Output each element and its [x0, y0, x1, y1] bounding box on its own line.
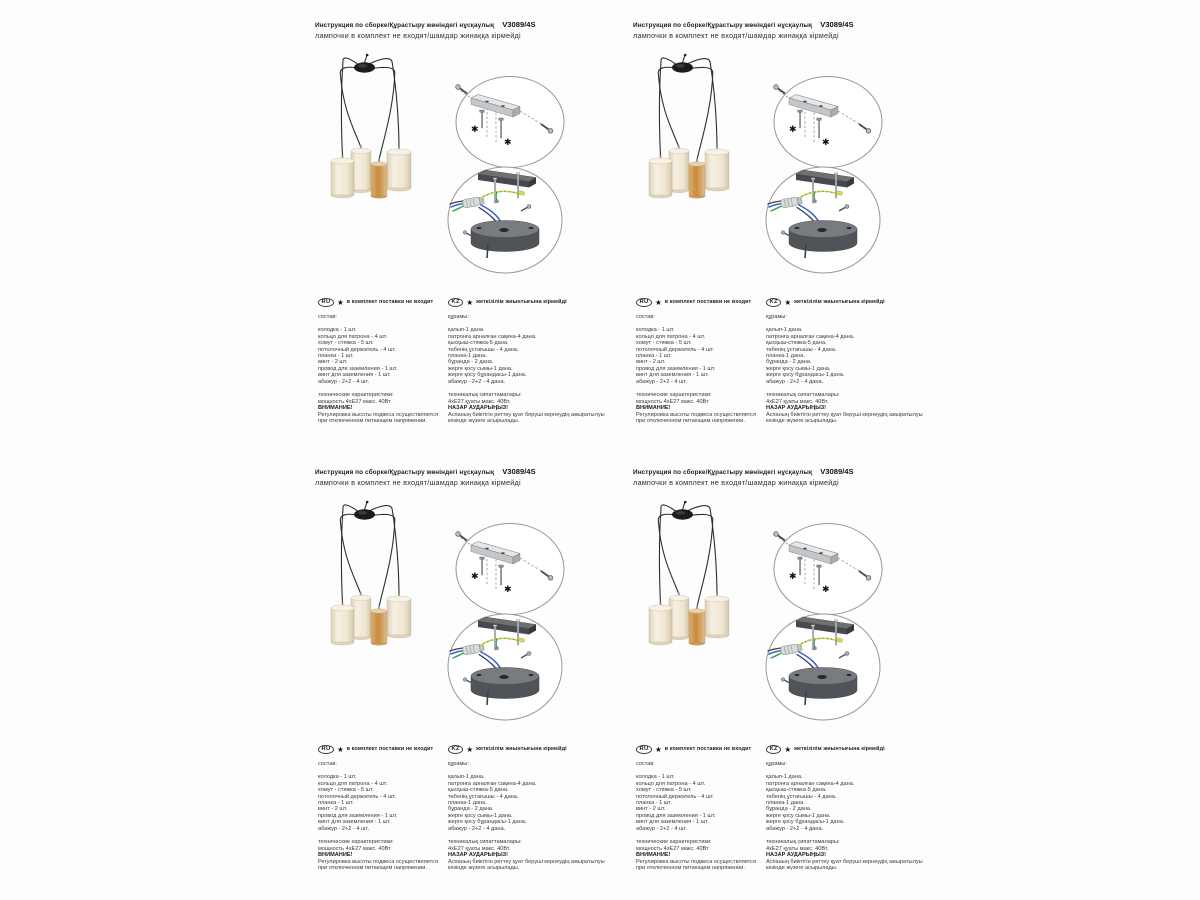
kz-language-badge: KZ: [766, 745, 781, 755]
part-line: кольцо для патрона - 4 шт.: [318, 333, 388, 340]
ceiling-cup: [471, 668, 539, 699]
ru-not-included-note: в комплект поставки не входит: [346, 746, 434, 753]
ru-column: [318, 745, 444, 872]
ru-not-included-note: в комплект поставки не входит: [664, 746, 752, 753]
ru-specs-power: мощность 4хЕ27 макс. 40Вт: [318, 845, 391, 852]
part-line: абажур - 2+2 - 4 шт.: [318, 825, 370, 832]
part-line: жерге қосу бұрандасы-1 дана.: [448, 372, 527, 379]
asterisk-marker-icon: ✱: [471, 125, 479, 135]
ru-warning-label: ВНИМАНИЕ!: [318, 405, 353, 412]
part-line: абажур - 2+2 - 4 шт.: [636, 378, 688, 385]
ru-column: [318, 298, 444, 425]
canopy: [672, 509, 693, 519]
sheet-subtitle: лампочки в комплект не входят/шамдар жинаққа кірмейді: [315, 31, 521, 40]
suspension-pin: [487, 244, 488, 258]
part-line: абажур - 2+2 - 4 дана.: [766, 378, 824, 385]
canopy-wiring-diagram: [763, 165, 883, 275]
page-title: Инструкция по сборке/Құрастыру жөніндегі нұсқаулық: [315, 22, 495, 29]
part-line: қалып-1 дана.: [448, 774, 485, 781]
ru-parts-list: [636, 774, 762, 832]
part-line: төбенің ұстағышы - 4 дана.: [448, 793, 519, 800]
asterisk-marker-icon: ✱: [822, 585, 830, 595]
sheet-subtitle: лампочки в комплект не входят/шамдар жинаққа кірмейді: [633, 31, 839, 40]
kz-not-included-note: жеткізілім жиынтығына кірмейді: [476, 746, 567, 753]
sheet-subtitle: лампочки в комплект не входят/шамдар жинаққа кірмейді: [633, 478, 839, 487]
ru-warning-label: ВНИМАНИЕ!: [636, 405, 671, 412]
asterisk-marker-icon: ✱: [504, 138, 512, 148]
kz-warning-label: НАЗАР АУДАРЫҢЫЗ!: [448, 405, 509, 412]
part-line: планка - 1 шт.: [318, 800, 354, 807]
kz-badge-row: [766, 298, 924, 307]
kz-warning-text: Аспаның биіктігін реттеу қуат беруші кернеудің ажыратылуы кезінде жүзеге асырылады.: [766, 411, 923, 425]
part-line: планка - 1 шт.: [636, 800, 672, 807]
ru-language-badge: RU: [318, 745, 334, 755]
ceiling-cup: [471, 221, 539, 252]
part-line: қысқыш-стяжка-5 дана.: [766, 340, 827, 347]
kz-badge-row: [448, 298, 606, 307]
kz-specs-power: 4хЕ27 қуаты макс. 40Вт.: [448, 398, 511, 405]
part-line: кольцо для патрона - 4 шт.: [636, 333, 706, 340]
part-line: колодка - 1 шт.: [318, 774, 357, 781]
screw-top-left-icon: [774, 85, 785, 94]
part-line: қалып-1 дана.: [766, 774, 803, 781]
part-line: планка - 1 шт.: [636, 353, 672, 360]
ground-screw-icon: [814, 200, 817, 203]
part-line: жерге қосу сымы-1 дана.: [448, 365, 513, 372]
star-icon: ★: [784, 744, 792, 754]
star-icon: ★: [336, 744, 344, 754]
ru-language-badge: RU: [636, 745, 652, 755]
part-line: қалып-1 дана.: [448, 327, 485, 334]
canopy-highlight: [358, 511, 367, 515]
part-line: колодка - 1 шт.: [636, 774, 675, 781]
ru-specs-power: мощность 4хЕ27 макс. 40Вт: [636, 398, 709, 405]
kz-specs: [766, 392, 924, 425]
part-line: абажур - 2+2 - 4 шт.: [318, 378, 370, 385]
part-line: қысқыш-стяжка-5 дана.: [448, 340, 509, 347]
kz-specs-label: техникалық сипаттамалары:: [448, 839, 522, 846]
lamp-shade-back-right: [705, 596, 729, 638]
ground-screw-icon: [496, 647, 499, 650]
ru-warning-label: ВНИМАНИЕ!: [318, 852, 353, 859]
part-line: планка-1 дана.: [766, 353, 805, 360]
part-line: винт - 2 шт.: [636, 359, 666, 366]
kz-parts-list: [766, 327, 924, 385]
part-line: провод для заземления - 1 шт.: [318, 812, 398, 819]
kz-warning-text: Аспаның биіктігін реттеу қуат беруші кернеудің ажыратылуы кезінде жүзеге асырылады.: [766, 858, 923, 872]
sheet-header: [315, 468, 607, 487]
model-number: V3089/4S: [502, 467, 536, 476]
sheet-header: [633, 468, 925, 487]
ru-composition-label: состав:: [636, 314, 655, 320]
ru-badge-row: [318, 298, 444, 307]
part-line: провод для заземления - 1 шт.: [636, 812, 716, 819]
part-line: жерге қосу бұрандасы-1 дана.: [448, 819, 527, 826]
kz-specs-power: 4хЕ27 қуаты макс. 40Вт.: [766, 398, 829, 405]
part-line: абажур - 2+2 - 4 дана.: [766, 825, 824, 832]
kz-column: [448, 745, 606, 872]
page-title: Инструкция по сборке/Құрастыру жөніндегі нұсқаулық: [633, 22, 813, 29]
ru-warning-text: Регулировка высоты подвеса осуществляется при отключенном питающем напряжении.: [318, 411, 438, 425]
model-number: V3089/4S: [820, 467, 854, 476]
ru-not-included-note: в комплект поставки не входит: [346, 299, 434, 306]
canopy-highlight: [676, 64, 685, 68]
kz-warning-text: Аспаның биіктігін реттеу қуат беруші кернеудің ажыратылуы кезінде жүзеге асырылады.: [448, 858, 605, 872]
kz-badge-row: [766, 745, 924, 754]
cords: [658, 58, 717, 160]
kz-composition-label: құрамы:: [448, 761, 469, 767]
canopy-wiring-diagram: [445, 165, 565, 275]
part-line: планка - 1 шт.: [318, 353, 354, 360]
instruction-sheet: [628, 462, 928, 897]
kz-warning-text: Аспаның биіктігін реттеу қуат беруші кернеудің ажыратылуы кезінде жүзеге асырылады.: [448, 411, 605, 425]
part-line: винт - 2 шт.: [318, 359, 348, 366]
star-icon: ★: [654, 744, 662, 754]
ru-language-badge: RU: [636, 298, 652, 308]
part-line: жерге қосу бұрандасы-1 дана.: [766, 372, 845, 379]
ru-specs: [636, 839, 762, 872]
kz-composition-label: құрамы:: [766, 761, 787, 767]
kz-specs: [448, 392, 606, 425]
kz-specs: [766, 839, 924, 872]
cords: [340, 505, 399, 607]
diagram-circle: [456, 77, 564, 168]
ceiling-cup: [789, 221, 857, 252]
ru-parts-list: [318, 774, 444, 832]
ru-warning-label: ВНИМАНИЕ!: [636, 852, 671, 859]
kz-composition-label: құрамы:: [766, 314, 787, 320]
kz-specs-label: техникалық сипаттамалары:: [448, 392, 522, 399]
ru-column: [636, 745, 762, 872]
ceiling-hook: [683, 55, 686, 63]
ceiling-cup: [789, 668, 857, 699]
part-line: бұранда - 2 дана.: [448, 806, 494, 813]
star-icon: ★: [466, 297, 474, 307]
mounting-bracket-diagram: [454, 521, 566, 617]
asterisk-marker-icon: ✱: [471, 572, 479, 582]
hook-knob: [366, 54, 369, 57]
kz-parts-list: [766, 774, 924, 832]
lamp-shade-back-right: [387, 596, 411, 638]
part-line: кольцо для патрона - 4 шт.: [318, 780, 388, 787]
canopy: [354, 62, 375, 72]
part-line: потолочный держатель - 4 шт.: [318, 793, 396, 800]
kz-column: [448, 298, 606, 425]
page-title: Инструкция по сборке/Құрастыру жөніндегі нұсқаулық: [315, 469, 495, 476]
ru-not-included-note: в комплект поставки не входит: [664, 299, 752, 306]
pendant-lamp-illustration: [638, 53, 730, 204]
sheet-subtitle: лампочки в комплект не входят/шамдар жинаққа кірмейді: [315, 478, 521, 487]
part-line: кольцо для патрона - 4 шт.: [636, 780, 706, 787]
ru-warning-text: Регулировка высоты подвеса осуществляется при отключенном питающем напряжении.: [318, 858, 438, 872]
mounting-bracket-diagram: [772, 521, 884, 617]
part-line: патронға арналған сақина-4 дана.: [448, 333, 537, 340]
screw-top-left-icon: [774, 532, 785, 541]
part-line: патронға арналған сақина-4 дана.: [766, 780, 855, 787]
ru-composition-label: состав:: [636, 761, 655, 767]
ru-specs-label: технические характеристики:: [636, 392, 712, 399]
part-line: винт - 2 шт.: [636, 806, 666, 813]
part-line: жерге қосу бұрандасы-1 дана.: [766, 819, 845, 826]
pendant-lamp-illustration: [638, 500, 730, 651]
part-line: төбенің ұстағышы - 4 дана.: [448, 346, 519, 353]
star-icon: ★: [654, 297, 662, 307]
star-icon: ★: [784, 297, 792, 307]
part-line: төбенің ұстағышы - 4 дана.: [766, 346, 837, 353]
page-title: Инструкция по сборке/Құрастыру жөніндегі нұсқаулық: [633, 469, 813, 476]
diagram-circle: [774, 77, 882, 168]
ru-specs-label: технические характеристики:: [318, 839, 394, 846]
part-line: патронға арналған сақина-4 дана.: [448, 780, 537, 787]
part-line: қысқыш-стяжка-5 дана.: [448, 787, 509, 794]
part-line: бұранда - 2 дана.: [448, 359, 494, 366]
canopy-wiring-diagram: [445, 612, 565, 722]
ru-badge-row: [636, 298, 762, 307]
ru-badge-row: [318, 745, 444, 754]
kz-specs-power: 4хЕ27 қуаты макс. 40Вт.: [766, 845, 829, 852]
asterisk-marker-icon: ✱: [504, 585, 512, 595]
ru-language-badge: RU: [318, 298, 334, 308]
kz-not-included-note: жеткізілім жиынтығына кірмейді: [794, 299, 885, 306]
kz-badge-row: [448, 745, 606, 754]
lamp-shade-front-left: [649, 158, 672, 198]
kz-warning-label: НАЗАР АУДАРЫҢЫЗ!: [448, 852, 509, 859]
screw-top-left-icon: [456, 85, 467, 94]
canopy: [354, 509, 375, 519]
part-line: хомут - стяжка - 5 шт.: [636, 340, 692, 347]
instruction-sheet: [310, 15, 610, 450]
part-line: винт - 2 шт.: [318, 806, 348, 813]
kz-language-badge: KZ: [448, 745, 463, 755]
part-line: винт для заземления - 1 шт.: [636, 372, 709, 379]
model-number: V3089/4S: [502, 20, 536, 29]
pendant-lamp-illustration: [320, 53, 412, 204]
model-number: V3089/4S: [820, 20, 854, 29]
part-line: винт для заземления - 1 шт.: [318, 372, 391, 379]
part-line: провод для заземления - 1 шт.: [636, 365, 716, 372]
ru-parts-list: [318, 327, 444, 385]
hook-knob: [684, 501, 687, 504]
ru-specs: [636, 392, 762, 425]
part-line: бұранда - 2 дана.: [766, 359, 812, 366]
kz-specs-label: техникалық сипаттамалары:: [766, 839, 840, 846]
kz-specs-label: техникалық сипаттамалары:: [766, 392, 840, 399]
cords: [340, 58, 399, 160]
diagram-circle: [456, 524, 564, 615]
part-line: хомут - стяжка - 5 шт.: [318, 787, 374, 794]
canopy: [672, 62, 693, 72]
hook-knob: [684, 54, 687, 57]
part-line: колодка - 1 шт.: [318, 327, 357, 334]
part-line: қалып-1 дана.: [766, 327, 803, 334]
instruction-sheet: [310, 462, 610, 897]
part-line: провод для заземления - 1 шт.: [318, 365, 398, 372]
part-line: қысқыш-стяжка-5 дана.: [766, 787, 827, 794]
cords: [658, 505, 717, 607]
kz-column: [766, 745, 924, 872]
ru-specs-label: технические характеристики:: [636, 839, 712, 846]
part-line: винт для заземления - 1 шт.: [318, 819, 391, 826]
kz-not-included-note: жеткізілім жиынтығына кірмейді: [794, 746, 885, 753]
ceiling-hook: [365, 502, 368, 510]
lamp-shade-amber: [371, 609, 387, 645]
part-line: жерге қосу сымы-1 дана.: [448, 812, 513, 819]
kz-specs: [448, 839, 606, 872]
kz-warning-label: НАЗАР АУДАРЫҢЫЗ!: [766, 405, 827, 412]
part-line: абажур - 2+2 - 4 дана.: [448, 378, 506, 385]
ru-specs: [318, 839, 444, 872]
part-line: хомут - стяжка - 5 шт.: [318, 340, 374, 347]
asterisk-marker-icon: ✱: [789, 125, 797, 135]
ru-warning-text: Регулировка высоты подвеса осуществляется при отключенном питающем напряжении.: [636, 858, 756, 872]
kz-language-badge: KZ: [766, 298, 781, 308]
sheet-header: [315, 21, 607, 40]
ru-composition-label: состав:: [318, 314, 337, 320]
suspension-pin: [805, 691, 806, 705]
ceiling-hook: [683, 502, 686, 510]
part-line: потолочный держатель - 4 шт.: [636, 346, 714, 353]
canopy-wiring-diagram: [763, 612, 883, 722]
instruction-sheet-grid: [310, 15, 928, 897]
part-line: планка-1 дана.: [766, 800, 805, 807]
kz-parts-list: [448, 774, 606, 832]
kz-warning-label: НАЗАР АУДАРЫҢЫЗ!: [766, 852, 827, 859]
diagram-circle: [774, 524, 882, 615]
sheet-header: [633, 21, 925, 40]
part-line: жерге қосу сымы-1 дана.: [766, 812, 831, 819]
ru-specs-label: технические характеристики:: [318, 392, 394, 399]
screw-top-left-icon: [456, 532, 467, 541]
part-line: колодка - 1 шт.: [636, 327, 675, 334]
ru-badge-row: [636, 745, 762, 754]
star-icon: ★: [336, 297, 344, 307]
part-line: планка-1 дана.: [448, 353, 487, 360]
lamp-shade-back-right: [705, 149, 729, 191]
hook-knob: [366, 501, 369, 504]
ground-screw-icon: [496, 200, 499, 203]
part-line: винт для заземления - 1 шт.: [636, 819, 709, 826]
part-line: хомут - стяжка - 5 шт.: [636, 787, 692, 794]
lamp-shade-front-left: [331, 158, 354, 198]
lamp-shade-front-left: [331, 605, 354, 645]
lamp-shade-front-left: [649, 605, 672, 645]
kz-composition-label: құрамы:: [448, 314, 469, 320]
part-line: патронға арналған сақина-4 дана.: [766, 333, 855, 340]
part-line: төбенің ұстағышы - 4 дана.: [766, 793, 837, 800]
part-line: потолочный держатель - 4 шт.: [636, 793, 714, 800]
ceiling-hook: [365, 55, 368, 63]
kz-not-included-note: жеткізілім жиынтығына кірмейді: [476, 299, 567, 306]
asterisk-marker-icon: ✱: [822, 138, 830, 148]
ru-specs-power: мощность 4хЕ27 макс. 40Вт: [318, 398, 391, 405]
ru-parts-list: [636, 327, 762, 385]
part-line: планка-1 дана.: [448, 800, 487, 807]
ru-specs: [318, 392, 444, 425]
part-line: потолочный держатель - 4 шт.: [318, 346, 396, 353]
lamp-shade-amber: [689, 162, 705, 198]
mounting-bracket-diagram: [772, 74, 884, 170]
part-line: абажур - 2+2 - 4 шт.: [636, 825, 688, 832]
lamp-shade-amber: [371, 162, 387, 198]
lamp-shade-back-right: [387, 149, 411, 191]
part-line: абажур - 2+2 - 4 дана.: [448, 825, 506, 832]
part-line: жерге қосу сымы-1 дана.: [766, 365, 831, 372]
ru-composition-label: состав:: [318, 761, 337, 767]
ground-screw-icon: [814, 647, 817, 650]
lamp-shade-amber: [689, 609, 705, 645]
star-icon: ★: [466, 744, 474, 754]
part-line: бұранда - 2 дана.: [766, 806, 812, 813]
ru-column: [636, 298, 762, 425]
suspension-pin: [487, 691, 488, 705]
kz-parts-list: [448, 327, 606, 385]
kz-specs-power: 4хЕ27 қуаты макс. 40Вт.: [448, 845, 511, 852]
canopy-highlight: [358, 64, 367, 68]
ru-warning-text: Регулировка высоты подвеса осуществляется при отключенном питающем напряжении.: [636, 411, 756, 425]
instruction-sheet: [628, 15, 928, 450]
kz-language-badge: KZ: [448, 298, 463, 308]
mounting-bracket-diagram: [454, 74, 566, 170]
canopy-highlight: [676, 511, 685, 515]
pendant-lamp-illustration: [320, 500, 412, 651]
asterisk-marker-icon: ✱: [789, 572, 797, 582]
ru-specs-power: мощность 4хЕ27 макс. 40Вт: [636, 845, 709, 852]
suspension-pin: [805, 244, 806, 258]
kz-column: [766, 298, 924, 425]
